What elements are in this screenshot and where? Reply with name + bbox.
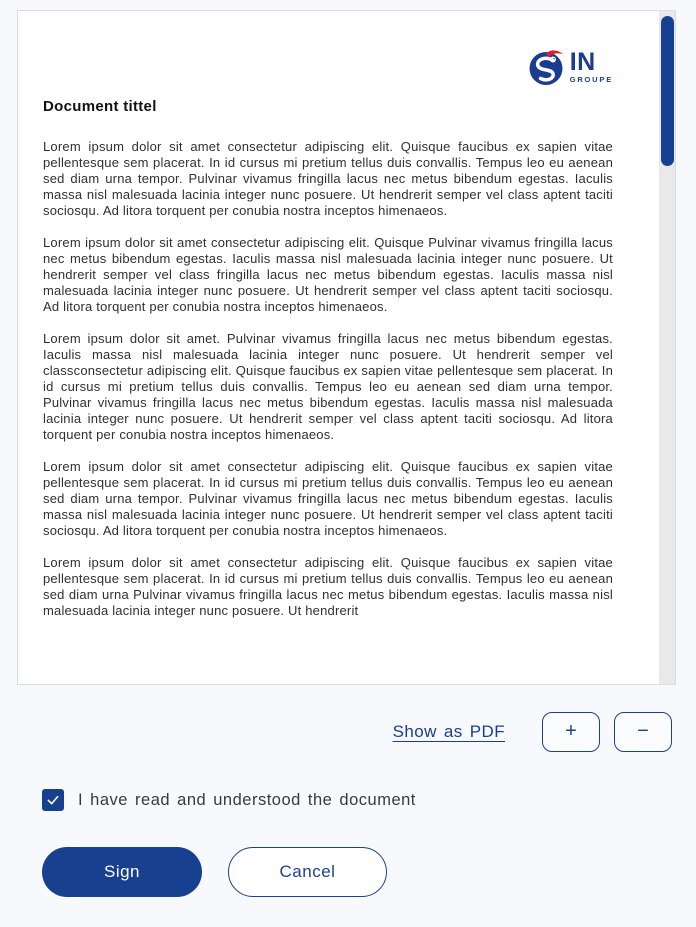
zoom-in-button[interactable]: + — [542, 712, 600, 752]
consent-checkbox[interactable] — [42, 789, 64, 811]
salamander-logo-icon — [527, 48, 565, 86]
logo-text — [570, 50, 613, 84]
show-as-pdf-link[interactable]: Show as PDF — [392, 722, 505, 741]
document-paragraph: Lorem ipsum dolor sit amet consectetur adipiscing elit. Quisque faucibus ex sapien vitae pellentesque sem placerat. In id cursus mi pretium tellus duis convallis. Tempus leo eu aenean sed diam urna tempor. Pulvinar vivamus fringilla lacus nec metus bibendum egestas. Iaculis massa nisl malesuada lacinia integer nunc posuere. Ut hendrerit semper vel class aptent taciti sociosqu. Ad litora torquent per conubia nostra inceptos himenaeos. — [43, 139, 613, 218]
document-scrollbar-track[interactable] — [659, 11, 675, 684]
viewer-controls — [393, 712, 672, 752]
document-title: Document tittel — [43, 98, 157, 115]
document-scrollbar-thumb[interactable] — [661, 16, 674, 166]
document-content[interactable] — [18, 11, 659, 684]
logo-row — [43, 48, 613, 86]
check-icon — [45, 792, 61, 808]
consent-row — [42, 789, 416, 811]
sign-button[interactable]: Sign — [42, 847, 202, 897]
zoom-out-button[interactable]: − — [614, 712, 672, 752]
action-buttons — [42, 847, 387, 897]
logo-text-main: IN — [569, 48, 596, 77]
cancel-button[interactable]: Cancel — [228, 847, 387, 897]
logo-text-sub: GROUPE — [569, 75, 613, 85]
document-paragraph: Lorem ipsum dolor sit amet consectetur adipiscing elit. Quisque faucibus ex sapien vitae pellentesque sem placerat. In id cursus mi pretium tellus duis convallis. Tempus leo eu aenean sed diam urna Pulvinar vivamus fringilla lacus nec metus bibendum egestas. Iaculis massa nisl malesuada lacinia integer nunc posuere. Ut hendrerit — [43, 555, 613, 618]
document-viewer — [17, 10, 676, 685]
document-paragraphs — [43, 139, 613, 619]
in-groupe-logo — [527, 48, 613, 86]
document-paragraph: Lorem ipsum dolor sit amet. Pulvinar vivamus fringilla lacus nec metus bibendum egestas. Iaculis massa nisl malesuada lacinia integer nunc posuere. Ut hendrerit semper vel classconsectetur adipiscing elit. Quisque faucibus ex sapien vitae pellentesque sem placerat. In id cursus mi pretium tellus duis convallis. Tempus leo eu aenean sed diam urna tempor. Pulvinar vivamus fringilla lacus nec metus bibendum egestas. Iaculis massa nisl malesuada lacinia integer nunc posuere. Ut hendrerit semper vel class aptent taciti sociosqu. Ad litora torquent per conubia nostra inceptos himenaeos. — [43, 331, 613, 442]
document-paragraph: Lorem ipsum dolor sit amet consectetur adipiscing elit. Quisque Pulvinar vivamus fringilla lacus nec metus bibendum egestas. Iaculis massa nisl malesuada lacinia integer nunc posuere. Ut hendrerit semper vel class fringilla lacus nec metus bibendum egestas. Iaculis massa nisl malesuada lacinia integer nunc posuere. Ut hendrerit semper vel class aptent taciti sociosqu. Ad litora torquent per conubia nostra inceptos himenaeos. — [43, 235, 613, 314]
document-paragraph: Lorem ipsum dolor sit amet consectetur adipiscing elit. Quisque faucibus ex sapien vitae pellentesque sem placerat. In id cursus mi pretium tellus duis convallis. Tempus leo eu aenean sed diam urna tempor. Pulvinar vivamus fringilla lacus nec metus bibendum egestas. Iaculis massa nisl malesuada lacinia integer nunc posuere. Ut hendrerit semper vel class aptent taciti sociosqu. Ad litora torquent per conubia nostra inceptos himenaeos. — [43, 459, 613, 538]
consent-label: I have read and understood the document — [78, 790, 416, 809]
